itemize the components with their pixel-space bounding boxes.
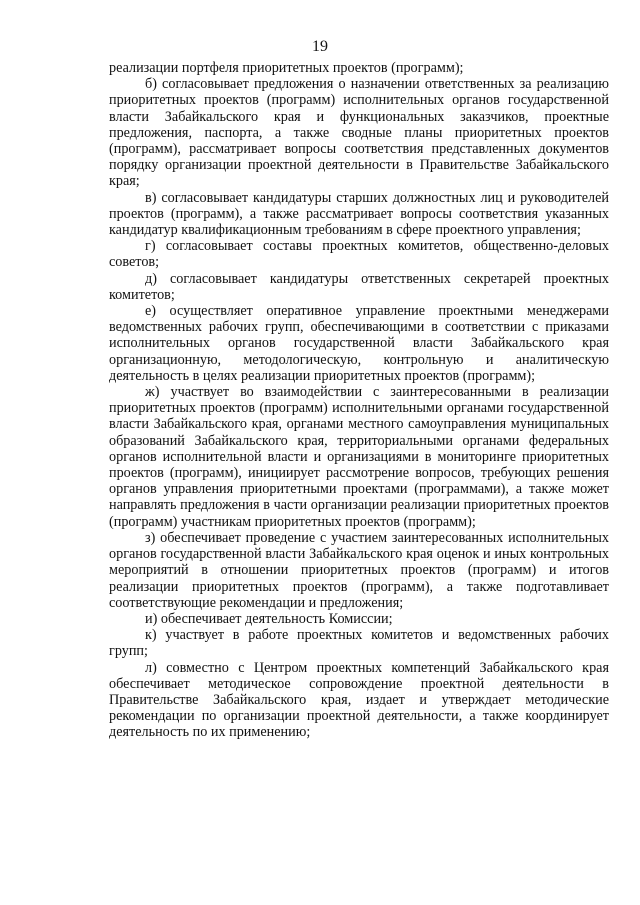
paragraph: и) обеспечивает деятельность Комиссии; <box>145 610 393 627</box>
paragraph: б) согласовывает предложения о назначении ответственных за реализацию приоритетных проектов (программ) исполнительных органов государственной власти Забайкальского края и функциональных заказчиков, проектные предложения, паспорта, а также сводные планы приоритетных проектов (программ), рассматривает вопросы соответствия представленных документов порядку организации проектной деятельности в Правительстве Забайкальского края; <box>109 76 609 190</box>
paragraph: в) согласовывает кандидатуры старших должностных лиц и руководителей проектов (программ), а также рассматривает вопросы соответствия указанных кандидатур квалификационным требованиям в сфере проектного управления; <box>109 189 609 239</box>
body-text <box>109 60 609 741</box>
paragraph: реализации портфеля приоритетных проектов (программ); <box>109 60 464 76</box>
page-number: 19 <box>312 38 328 55</box>
paragraph: л) совместно с Центром проектных компетенций Забайкальского края обеспечивает методическое сопровождение проектной деятельности в Правительстве Забайкальского края, издает и утверждает методические рекомендации по организации проектной деятельности, а также координирует деятельность по их применению; <box>109 659 609 741</box>
paragraph: е) осуществляет оперативное управление проектными менеджерами ведомственных рабочих групп, обеспечивающими в соответствии с приказами исполнительных органов государственной власти Забайкальского края организационную, методологическую, контрольную и аналитическую деятельность в целях реализации приоритетных проектов (программ); <box>109 303 609 384</box>
paragraph: г) согласовывает составы проектных комитетов, общественно-деловых советов; <box>109 238 609 271</box>
paragraph: д) согласовывает кандидатуры ответственных секретарей проектных комитетов; <box>109 270 609 303</box>
paragraph: к) участвует в работе проектных комитетов и ведомственных рабочих групп; <box>109 627 609 660</box>
paragraph: ж) участвует во взаимодействии с заинтересованными в реализации приоритетных проектов (программ) исполнительными органами государственной власти Забайкальского края, органами местного самоуправления муниципальных образований Забайкальского края, территориальными органами федеральных органов исполнительной власти и организациями в мониторинге приоритетных проектов (программ), инициирует рассмотрение вопросов, требующих решения органов управления приоритетными проектами (программами), а также может направлять предложения в части организации реализации приоритетных проектов (программ) участникам приоритетных проектов (программ); <box>109 384 609 530</box>
paragraph: з) обеспечивает проведение с участием заинтересованных исполнительных органов государственной власти Забайкальского края оценок и иных контрольных мероприятий в отношении приоритетных проектов (программ) и итогов реализации приоритетных проектов (программ), а также подготавливает соответствующие рекомендации и предложения; <box>109 529 609 611</box>
